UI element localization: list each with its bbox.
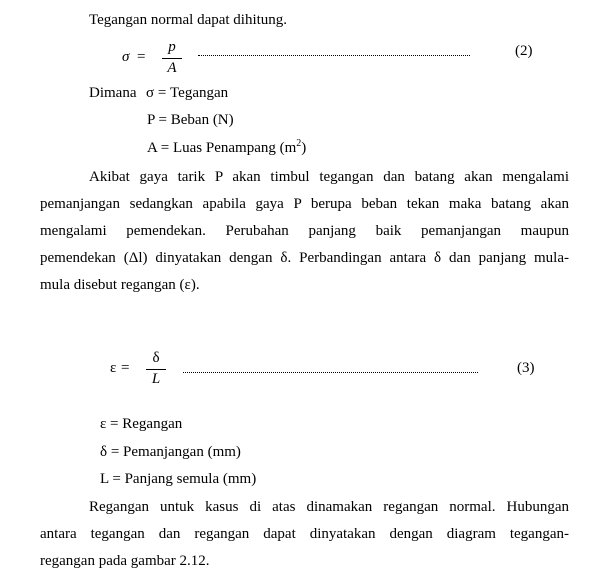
para1-line1: Akibat gaya tarik P akan timbul tegangan dan batang akan mengalami <box>89 169 569 185</box>
def-a-exponent: 2 <box>296 138 302 149</box>
def-p: P = Beban (N) <box>147 112 234 128</box>
def-l: L = Panjang semula (mm) <box>100 471 257 487</box>
para1-line4: pemendekan (Δl) dinyatakan dengan δ. Perbandingan antara δ dan panjang mula- <box>40 250 569 266</box>
equation-2-number: (2) <box>515 43 533 59</box>
def-delta: δ = Pemanjangan (mm) <box>100 444 241 460</box>
equation-2-denominator: A <box>167 60 177 76</box>
def-a: A = Luas Penampang $(m^2)$ <box>147 138 307 156</box>
def-sigma: σ = Tegangan <box>146 85 229 101</box>
equation-3-lhs: ε <box>110 360 117 376</box>
equation-3-fraction-bar <box>146 369 166 370</box>
equation-2-fraction-bar <box>162 58 182 59</box>
equation-2-numerator: p <box>168 39 176 55</box>
equation-3-leader <box>183 372 478 373</box>
equation-3-number: (3) <box>517 360 535 376</box>
where-label: Dimana <box>89 85 137 101</box>
equation-2-lhs: σ <box>122 49 130 65</box>
para2-line2: antara tegangan dan regangan dapat dinyatakan dengan diagram tegangan- <box>40 526 569 542</box>
equation-2-equals: = <box>137 49 146 65</box>
para1-line3: mengalami pemendekan. Perubahan panjang baik pemanjangan maupun <box>40 223 569 239</box>
para1-line5: mula disebut regangan (ε). <box>40 277 200 293</box>
equation-3-equals: = <box>121 360 130 376</box>
intro-text: Tegangan normal dapat dihitung. <box>89 12 288 28</box>
equation-2-leader <box>198 55 470 56</box>
def-epsilon: ε = Regangan <box>100 416 183 432</box>
equation-3-denominator: L <box>151 371 161 387</box>
para2-line1: Regangan untuk kasus di atas dinamakan regangan normal. Hubungan <box>89 499 569 515</box>
para2-line3: regangan pada gambar 2.12. <box>40 553 210 569</box>
equation-3-numerator: δ <box>152 350 160 366</box>
para1-line2: pemanjangan sedangkan apabila gaya P berupa beban tekan maka batang akan <box>40 196 569 212</box>
